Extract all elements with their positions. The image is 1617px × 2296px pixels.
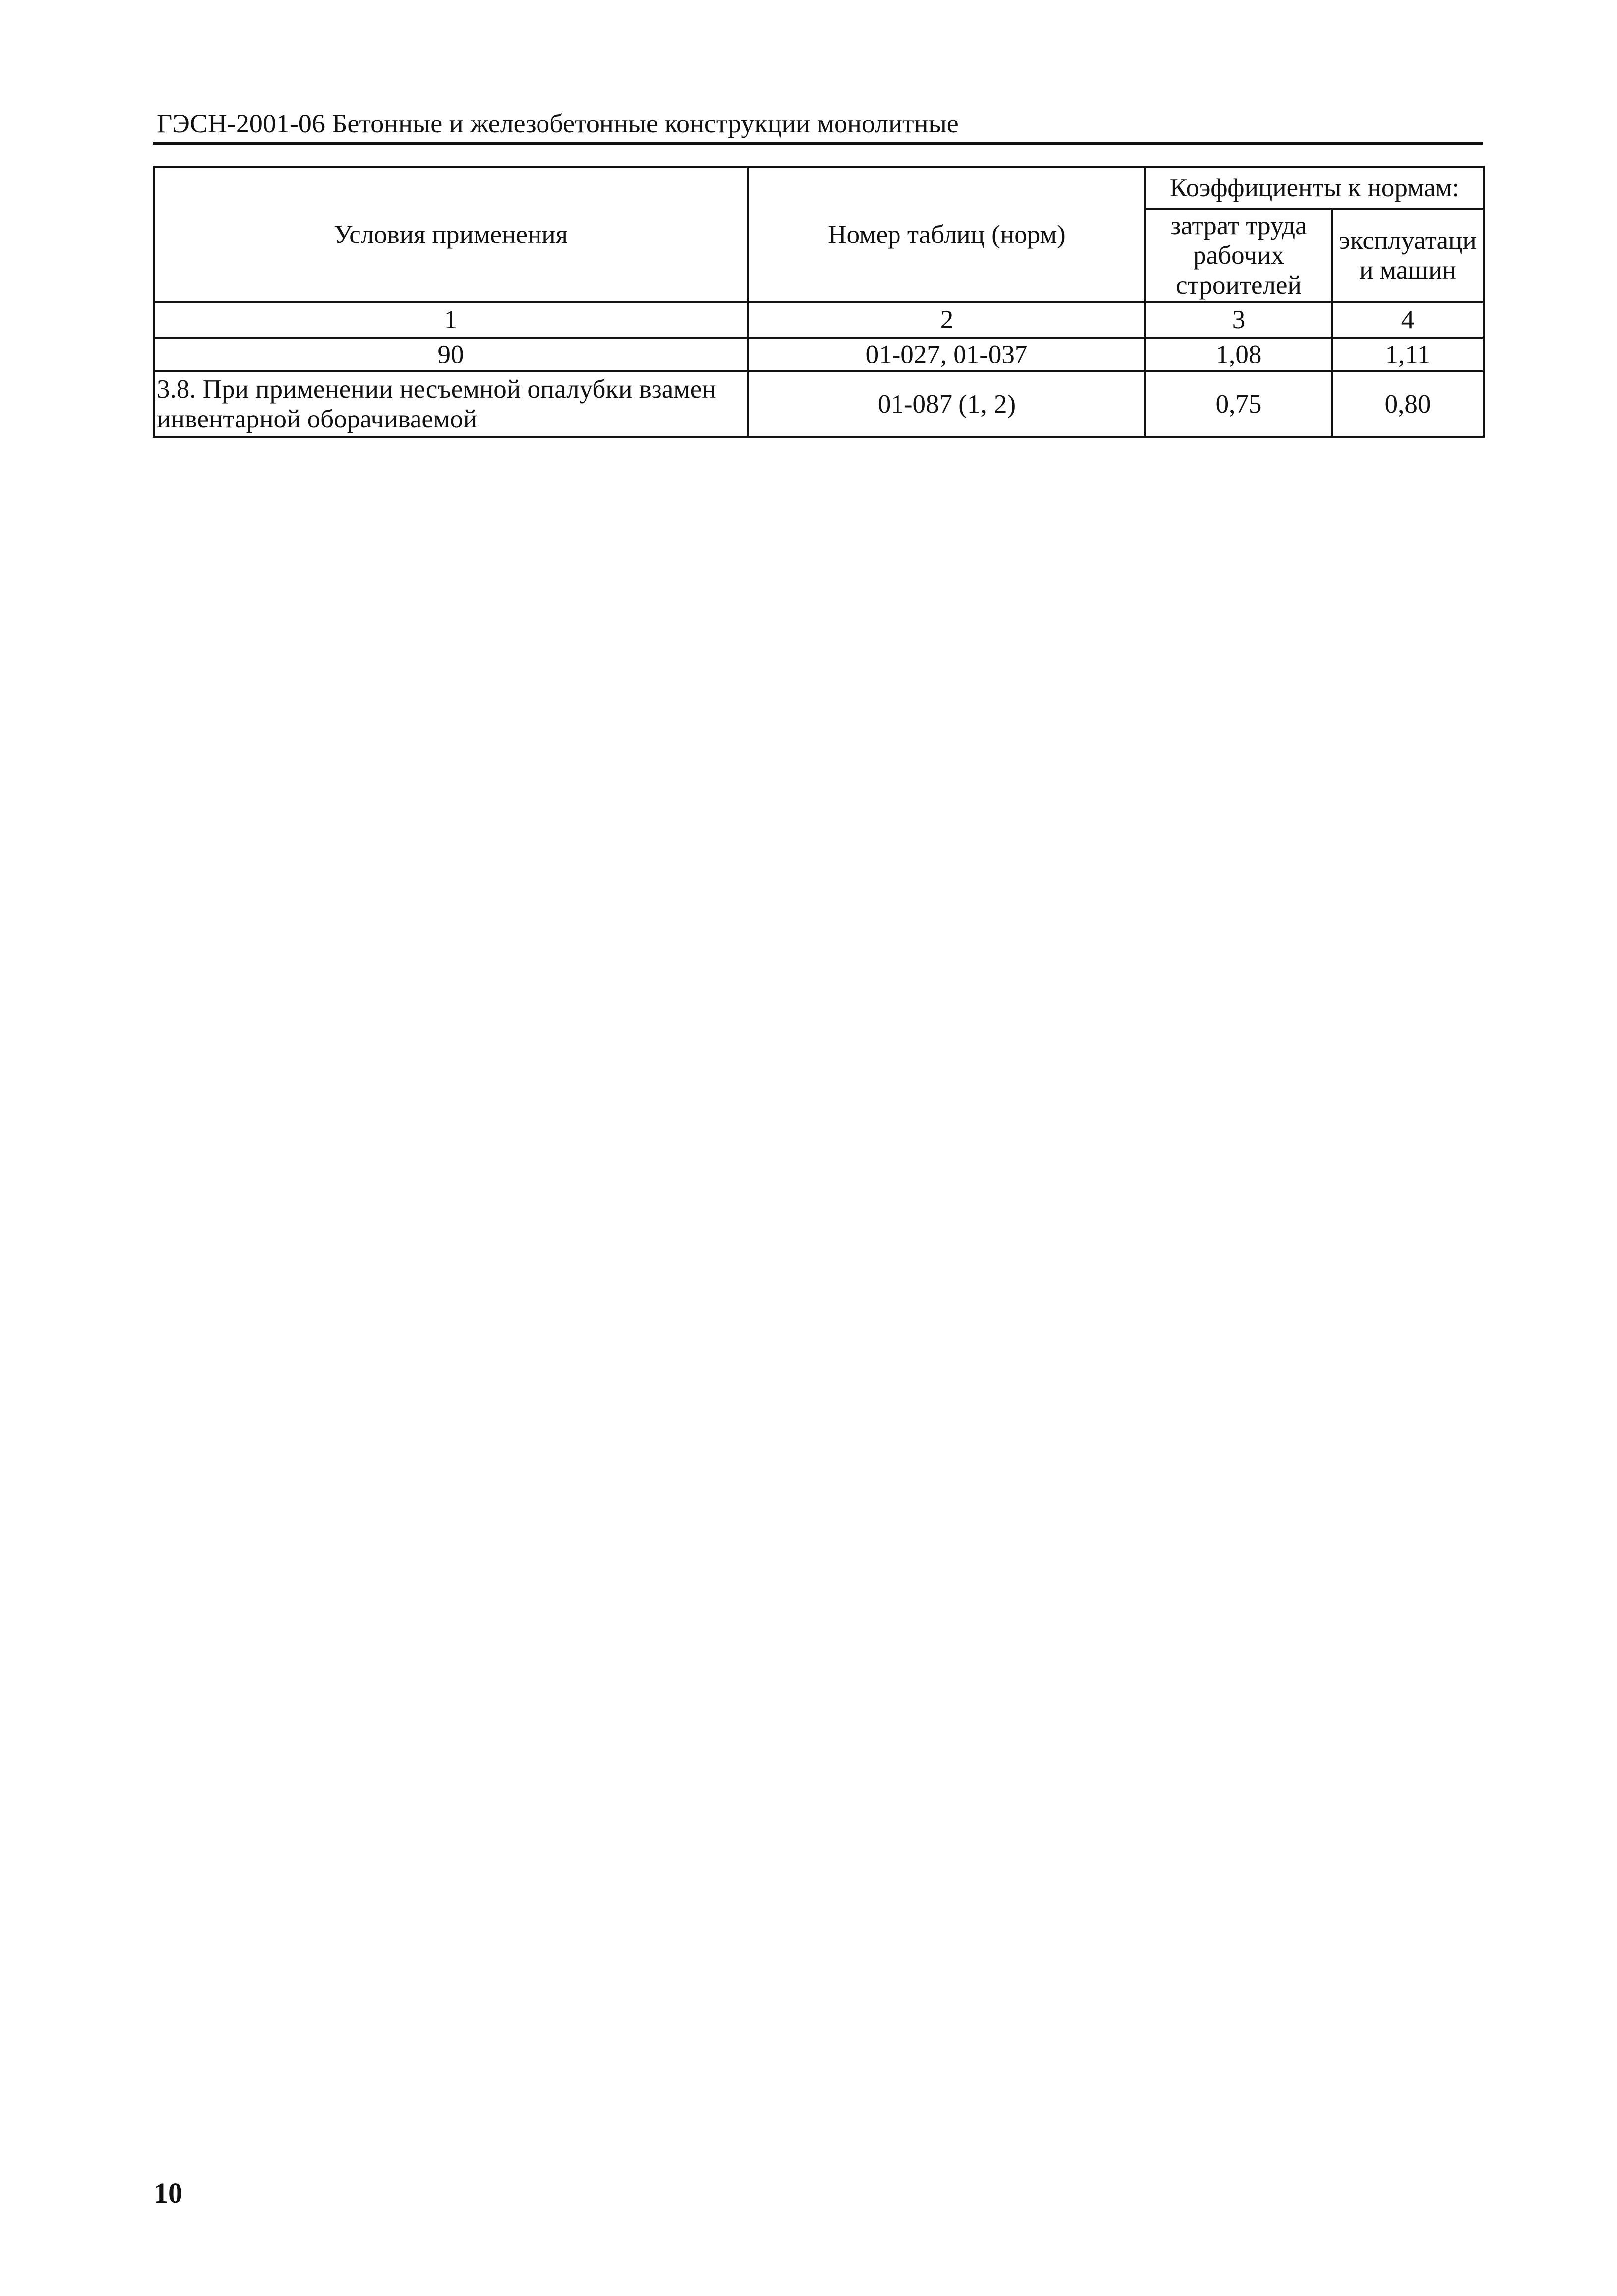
table-number-cell: 01-027, 01-037	[748, 338, 1145, 371]
column-number: 3	[1145, 302, 1332, 338]
header-machines-line: эксплуатаци	[1339, 226, 1477, 255]
labor-coefficient-cell: 1,08	[1145, 338, 1332, 371]
page-number: 10	[154, 2177, 182, 2209]
document-title: ГЭСН-2001-06 Бетонные и железобетонные конструкции монолитные	[157, 109, 958, 138]
labor-coefficient-cell: 0,75	[1145, 371, 1332, 437]
machines-coefficient-cell: 0,80	[1332, 371, 1484, 437]
header-conditions: Условия применения	[154, 167, 748, 302]
header-labor-line: затрат труда	[1170, 211, 1307, 240]
column-number-row	[154, 302, 1484, 338]
table-number-cell: 01-087 (1, 2)	[748, 371, 1145, 437]
table-header-row	[154, 167, 1484, 209]
header-labor-line: рабочих	[1193, 241, 1284, 270]
page-header	[153, 105, 1483, 145]
header-labor-costs	[1145, 209, 1332, 302]
header-machines-line: и машин	[1359, 256, 1456, 285]
machines-coefficient-cell: 1,11	[1332, 338, 1484, 371]
column-number: 4	[1332, 302, 1484, 338]
column-number: 2	[748, 302, 1145, 338]
coefficients-table	[153, 166, 1485, 438]
header-table-number: Номер таблиц (норм)	[748, 167, 1145, 302]
table-row	[154, 371, 1484, 437]
condition-cell: 90	[154, 338, 748, 371]
header-labor-line: строителей	[1176, 271, 1302, 300]
condition-line: инвентарной оборачиваемой	[157, 405, 478, 433]
column-number: 1	[154, 302, 748, 338]
condition-cell	[154, 371, 748, 437]
table-row	[154, 338, 1484, 371]
condition-line: 3.8. При применении несъемной опалубки взамен	[157, 375, 716, 404]
header-machine-operation	[1332, 209, 1484, 302]
header-coefficients: Коэффициенты к нормам:	[1145, 167, 1484, 209]
